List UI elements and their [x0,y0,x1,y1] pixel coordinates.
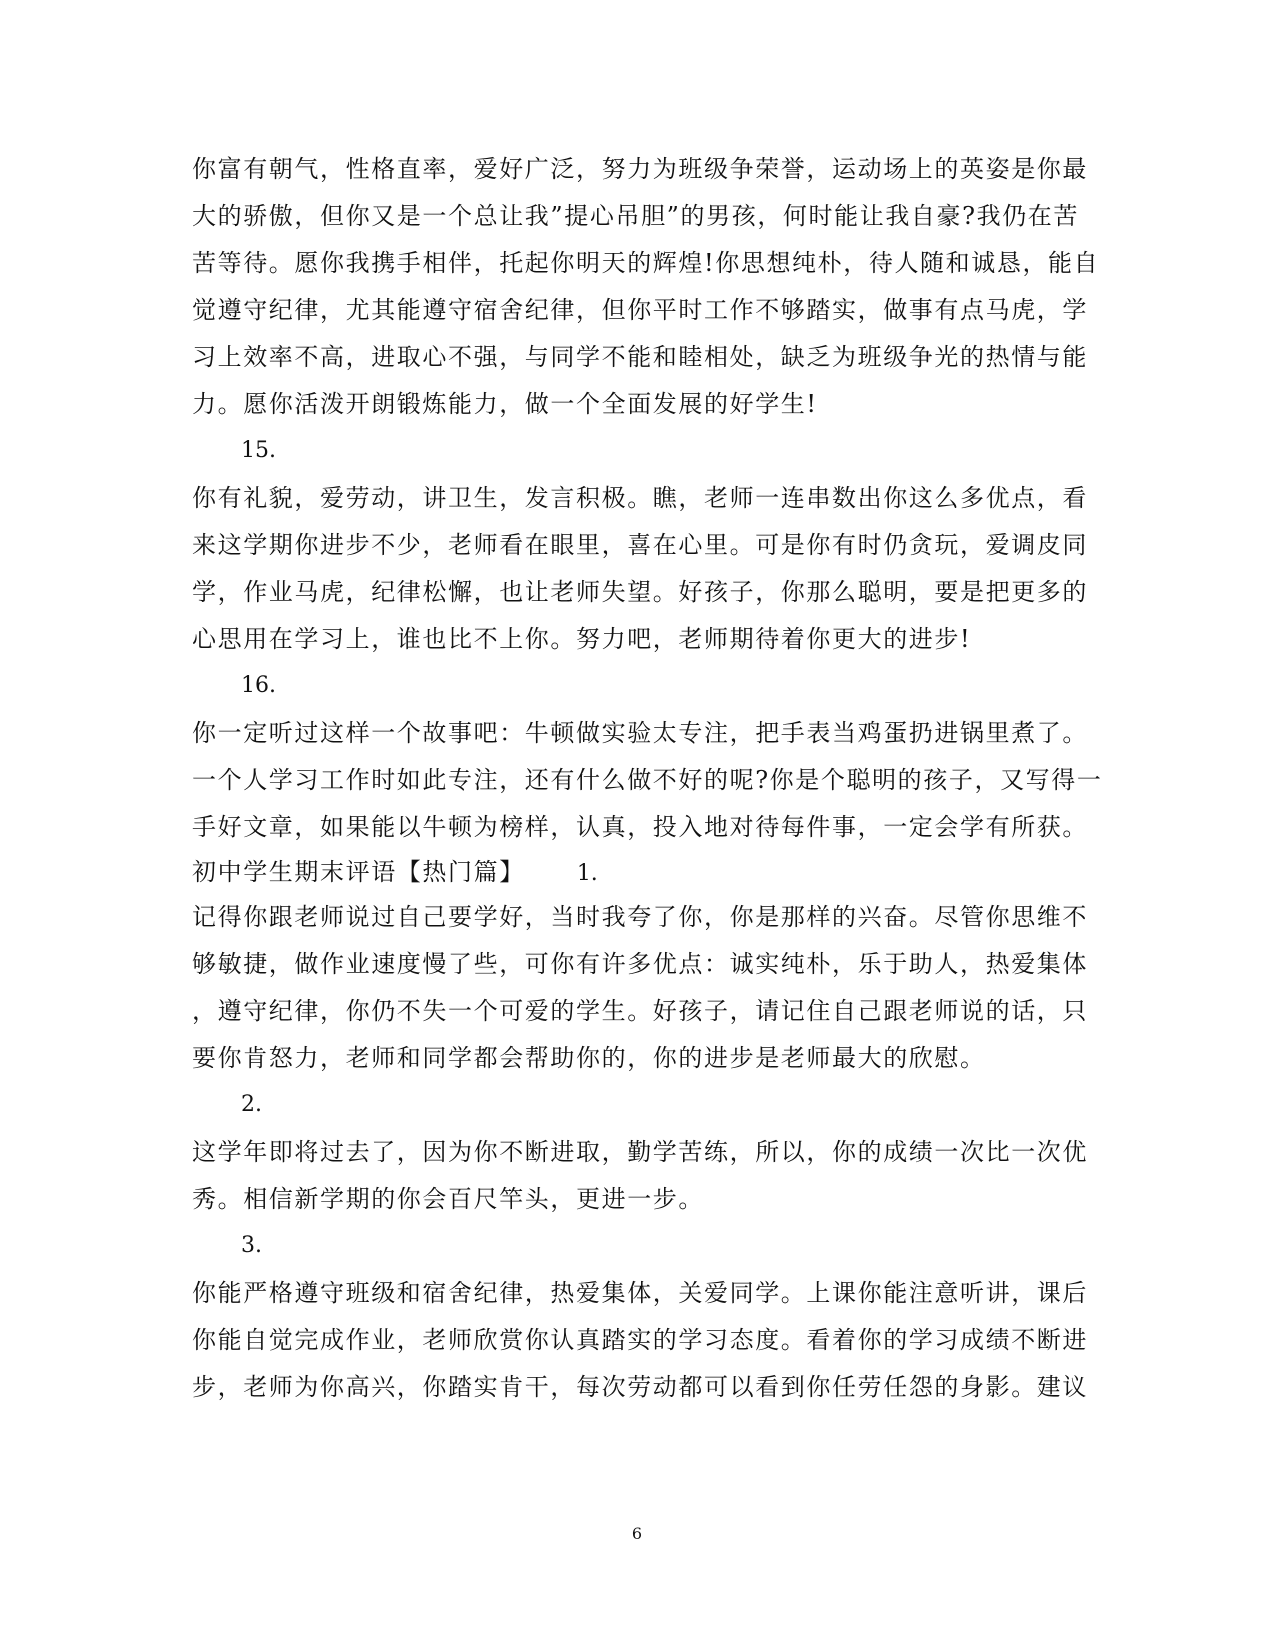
text-line: 习上效率不高，进取心不强，与同学不能和睦相处，缺乏为班级争光的热情与能 [192,343,1088,371]
text-line: ，遵守纪律，你仍不失一个可爱的学生。好孩子，请记住自己跟老师说的话，只 [192,997,1088,1025]
item-number: 1. [576,861,598,886]
text-line: 你有礼貌，爱劳动，讲卫生，发言积极。瞧，老师一连串数出你这么多优点，看 [192,484,1088,512]
text-line: 步，老师为你高兴，你踏实肯干，每次劳动都可以看到你任劳任怨的身影。建议 [192,1373,1088,1401]
item-number: 16. [241,673,276,698]
section-title: 初中学生期末评语【热门篇】 [192,858,525,886]
text-line: 觉遵守纪律，尤其能遵守宿舍纪律，但你平时工作不够踏实，做事有点马虎，学 [192,296,1088,324]
text-line: 要你肯怒力，老师和同学都会帮助你的，你的进步是老师最大的欣慰。 [192,1044,986,1072]
text-line: 学，作业马虎，纪律松懈，也让老师失望。好孩子，你那么聪明，要是把更多的 [192,578,1088,606]
text-line: 苦等待。愿你我携手相伴，托起你明天的辉煌!你思想纯朴，待人随和诚恳，能自 [192,249,1100,277]
text-line: 一个人学习工作时如此专注，还有什么做不好的呢?你是个聪明的孩子，又写得一 [192,766,1103,794]
section-heading [192,857,598,889]
text-line: 你能自觉完成作业，老师欣赏你认真踏实的学习态度。看着你的学习成绩不断进 [192,1326,1088,1354]
text-line: 你能严格遵守班级和宿舍纪律，热爱集体，关爱同学。上课你能注意听讲，课后 [192,1279,1088,1307]
text-line: 你一定听过这样一个故事吧：牛顿做实验太专注，把手表当鸡蛋扔进锅里煮了。 [192,719,1088,747]
text-line: 你富有朝气，性格直率，爱好广泛，努力为班级争荣誉，运动场上的英姿是你最 [192,155,1088,183]
item-number: 15. [241,438,276,463]
page-number: 6 [631,1524,643,1543]
text-line: 来这学期你进步不少，老师看在眼里，喜在心里。可是你有时仍贪玩，爱调皮同 [192,531,1088,559]
text-line: 秀。相信新学期的你会百尺竿头，更进一步。 [192,1185,704,1213]
text-line: 心思用在学习上，谁也比不上你。努力吧，老师期待着你更大的进步! [192,625,972,653]
text-line: 这学年即将过去了，因为你不断进取，勤学苦练，所以，你的成绩一次比一次优 [192,1138,1088,1166]
text-line: 记得你跟老师说过自己要学好，当时我夸了你，你是那样的兴奋。尽管你思维不 [192,903,1088,931]
item-number: 2. [241,1092,262,1117]
text-line: 力。愿你活泼开朗锻炼能力，做一个全面发展的好学生! [192,390,818,418]
text-line: 够敏捷，做作业速度慢了些，可你有许多优点：诚实纯朴，乐于助人，热爱集体 [192,950,1088,978]
item-number: 3. [241,1233,262,1258]
text-line: 手好文章，如果能以牛顿为榜样，认真，投入地对待每件事，一定会学有所获。 [192,813,1088,841]
text-line: 大的骄傲，但你又是一个总让我”提心吊胆”的男孩，何时能让我自豪?我仍在苦 [192,202,1080,230]
